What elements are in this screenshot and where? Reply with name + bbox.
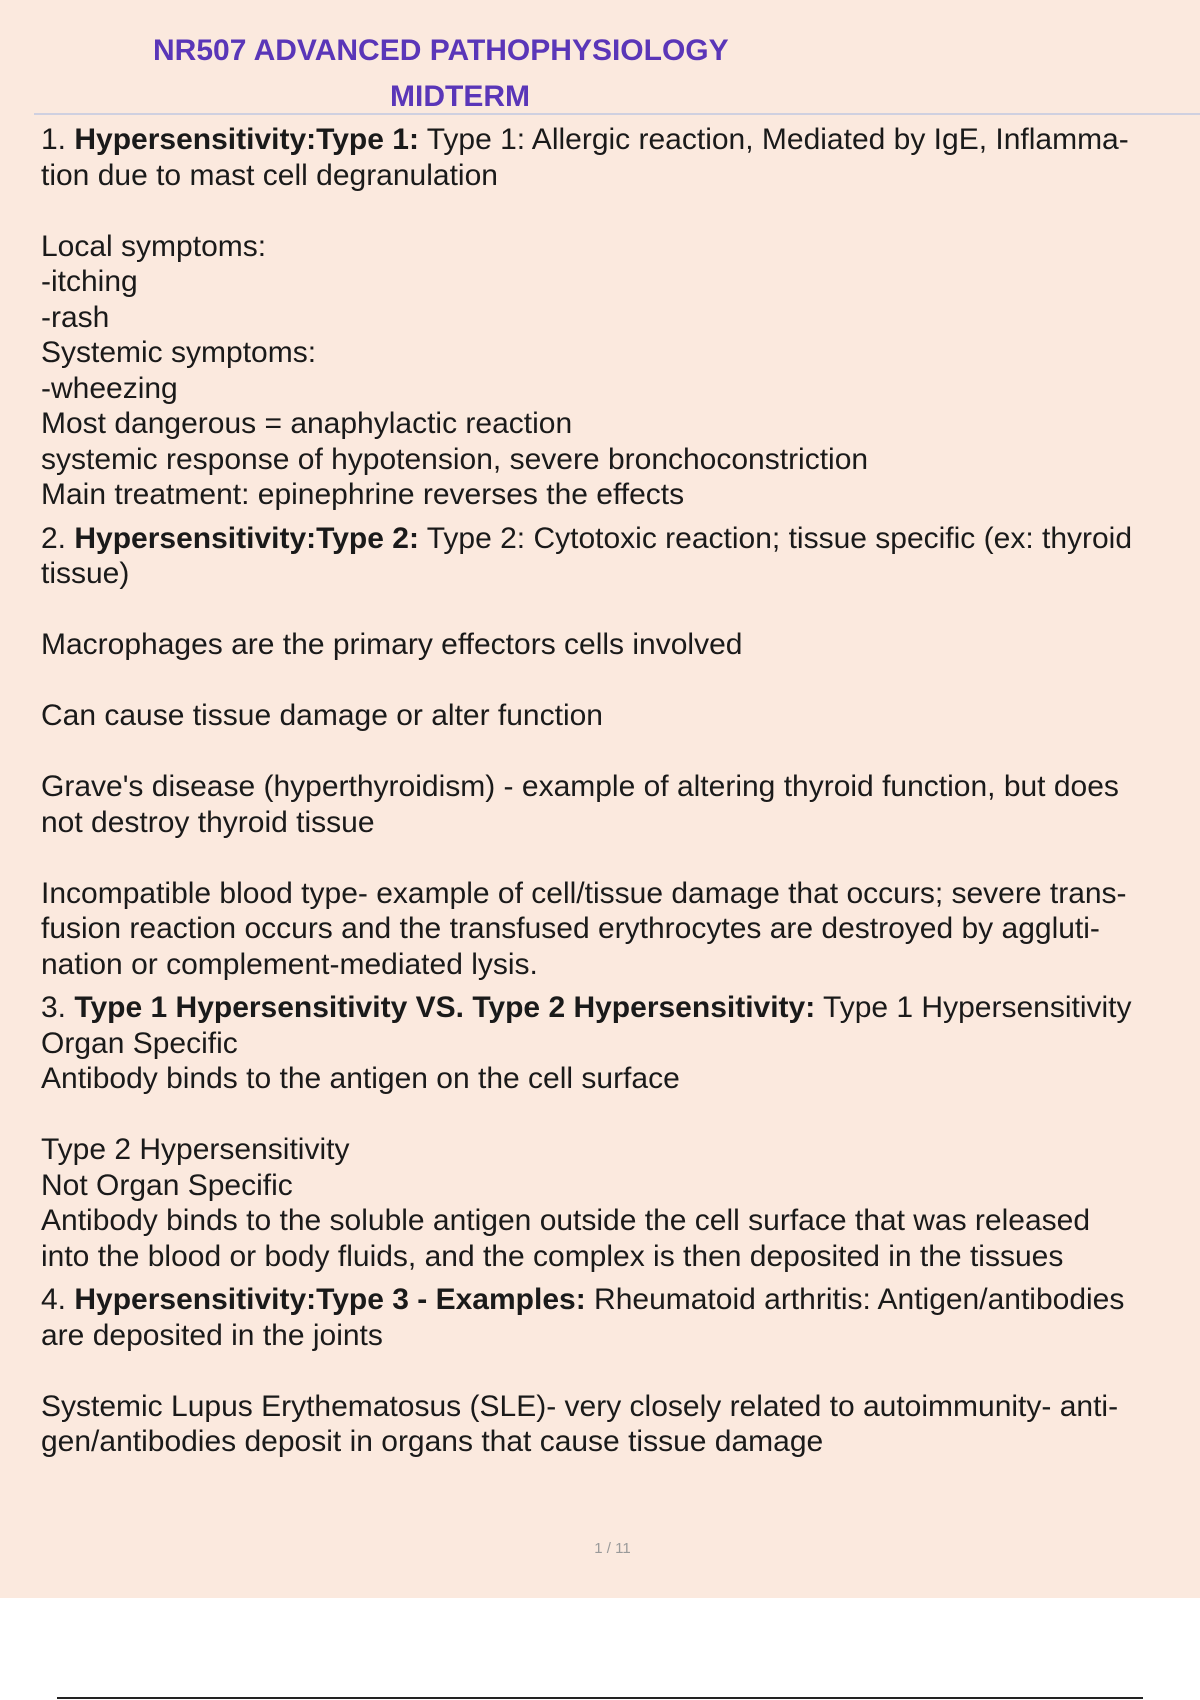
answer-line: Main treatment: epinephrine reverses the effects [41, 478, 685, 511]
answer-text: Rheumatoid arthritis: Antigen/antibodies [594, 1283, 1125, 1316]
question-line [41, 122, 1193, 158]
title-line-1: NR507 ADVANCED PATHOPHYSIOLOGY [153, 34, 729, 67]
answer-line: Not Organ Specific [41, 1168, 293, 1202]
title-line-2: MIDTERM [390, 80, 530, 113]
answer-line: nation or complement-mediated lysis. [41, 947, 538, 981]
answer-line: tissue) [41, 557, 130, 590]
answer-line: into the blood or body fluids, and the complex is then deposited in the tissues [41, 1239, 1064, 1273]
answer-text: Type 1: Allergic reaction, Mediated by IgE, Inflamma- [426, 123, 1129, 156]
blank-line [41, 840, 1193, 876]
answer-line: fusion reaction occurs and the transfused erythrocytes are destroyed by aggluti- [41, 912, 1100, 945]
answer-line: Most dangerous = anaphylactic reaction [41, 407, 573, 440]
answer-line: Macrophages are the primary effectors cells involved [41, 628, 743, 661]
blank-line [41, 734, 1193, 770]
answer-line: Can cause tissue damage or alter function [41, 699, 603, 732]
document-title [0, 34, 1200, 114]
flashcard-list [41, 122, 1193, 1468]
blank-line [41, 1353, 1193, 1389]
item-number: 2. [41, 521, 67, 555]
question-term: Type 1 Hypersensitivity VS. Type 2 Hypersensitivity: [74, 991, 816, 1024]
flashcard-item [41, 990, 1193, 1274]
question-line [41, 1282, 1193, 1318]
answer-line: Incompatible blood type- example of cell/tissue damage that occurs; severe trans- [41, 876, 1127, 910]
answer-line: tion due to mast cell degranulation [41, 158, 498, 192]
question-term: Hypersensitivity:Type 2: [74, 521, 419, 555]
blank-line [41, 663, 1193, 699]
page-bottom-rule [57, 1697, 1143, 1699]
answer-line: gen/antibodies deposit in organs that cause tissue damage [41, 1425, 824, 1458]
answer-line: Grave's disease (hyperthyroidism) - example of altering thyroid function, but does [41, 770, 1119, 803]
item-number: 4. [41, 1283, 67, 1316]
flashcard-item [41, 1282, 1193, 1460]
answer-line: Organ Specific [41, 1026, 238, 1060]
answer-line: Antibody binds to the soluble antigen outside the cell surface that was released [41, 1204, 1091, 1237]
question-line [41, 521, 1193, 557]
blank-line [41, 1097, 1193, 1133]
flashcard-item [41, 122, 1193, 513]
blank-line [41, 592, 1193, 628]
answer-line: Type 2 Hypersensitivity [41, 1133, 350, 1166]
answer-line: -wheezing [41, 371, 178, 405]
question-term: Hypersensitivity:Type 1: [74, 123, 419, 156]
answer-line: Local symptoms: [41, 229, 267, 263]
answer-line: Systemic symptoms: [41, 336, 317, 369]
answer-line: -itching [41, 265, 138, 298]
answer-line: -rash [41, 300, 110, 334]
item-number: 1. [41, 123, 67, 156]
title-divider [34, 113, 1200, 115]
page-indicator: 1 / 11 [594, 1540, 631, 1557]
item-number: 3. [41, 991, 67, 1024]
answer-line: Systemic Lupus Erythematosus (SLE)- very closely related to autoimmunity- anti- [41, 1389, 1119, 1423]
flashcard-item [41, 521, 1193, 983]
question-line [41, 990, 1193, 1026]
answer-line: not destroy thyroid tissue [41, 805, 375, 839]
answer-line: are deposited in the joints [41, 1318, 383, 1352]
answer-line: systemic response of hypotension, severe bronchoconstriction [41, 442, 869, 476]
question-term: Hypersensitivity:Type 3 - Examples: [74, 1283, 586, 1316]
blank-line [41, 193, 1193, 229]
answer-line: Antibody binds to the antigen on the cell surface [41, 1062, 680, 1095]
answer-text: Type 1 Hypersensitivity [823, 991, 1132, 1024]
answer-text: Type 2: Cytotoxic reaction; tissue specific (ex: thyroid [426, 521, 1133, 555]
